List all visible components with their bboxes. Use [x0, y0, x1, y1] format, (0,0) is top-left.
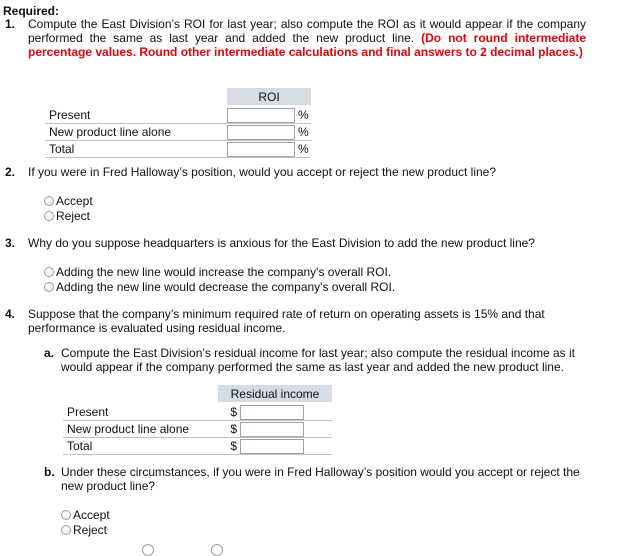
q2-option-accept[interactable] [44, 193, 93, 208]
table-row [63, 421, 332, 438]
q2-number: 2. [5, 165, 16, 179]
option-label: Reject [56, 208, 91, 223]
ri-new-line-input[interactable] [240, 422, 304, 437]
percent-unit: % [295, 141, 311, 158]
radio-button[interactable] [44, 282, 54, 292]
q3-option-decrease[interactable] [44, 279, 395, 294]
q1-text: Compute the East Division’s ROI for last year; also compute the ROI as it would appear if the company performed the same as last year and added the new product line. [28, 17, 586, 45]
percent-unit: % [295, 106, 311, 124]
ri-present-input[interactable] [240, 405, 304, 420]
option-label: Accept [73, 507, 110, 522]
q3-number: 3. [5, 236, 16, 250]
roi-table [45, 88, 311, 158]
q2-option-reject[interactable] [44, 208, 90, 223]
table-row [45, 141, 311, 158]
option-label: Adding the new line would increase the company's overall ROI. [56, 264, 392, 279]
q4a-text: Compute the East Division’s residual income for last year; also compute the residual income as it would appear if the company performed the same as last year and added the new product line. [61, 346, 576, 374]
q4-number: 4. [5, 307, 16, 321]
ri-row-label: New product line alone [63, 421, 218, 438]
roi-row-label: Total [45, 141, 227, 158]
option-label: Reject [73, 522, 108, 537]
q4b-text: Under these circumstances, if you were in Fred Halloway’s position would you accept or reject the new product line? [61, 465, 580, 493]
roi-new-line-input[interactable] [227, 125, 295, 140]
percent-unit: % [295, 124, 311, 141]
required-heading: Required: [3, 4, 60, 18]
radio-button[interactable] [211, 544, 223, 556]
q2-text: If you were in Fred Halloway’s position, would you accept or reject the new product line? [28, 165, 497, 179]
residual-income-table-header: Residual income [218, 385, 332, 403]
q4-text: Suppose that the company’s minimum required rate of return on operating assets is 15% and that performance is evaluated using residual income. [28, 307, 545, 335]
residual-income-table [63, 385, 332, 455]
dollar-sign: $ [218, 403, 240, 421]
dollar-sign: $ [218, 438, 240, 455]
roi-row-label: Present [45, 106, 227, 124]
q4b-option-accept[interactable] [61, 507, 110, 522]
radio-button[interactable] [61, 525, 71, 535]
ri-total-input[interactable] [240, 439, 304, 454]
roi-table-header: ROI [227, 88, 311, 106]
table-row [63, 438, 332, 455]
option-label: Accept [56, 193, 93, 208]
q4a-letter: a. [44, 346, 55, 360]
option-label: Adding the new line would decrease the company's overall ROI. [56, 279, 396, 294]
radio-button[interactable] [44, 267, 54, 277]
radio-button[interactable] [44, 211, 54, 221]
radio-button[interactable] [61, 510, 71, 520]
q3-text: Why do you suppose headquarters is anxious for the East Division to add the new product line? [28, 236, 535, 250]
table-row [63, 403, 332, 421]
radio-button[interactable] [142, 544, 154, 556]
q3-option-increase[interactable] [44, 264, 391, 279]
q1-instruction: (Do not round intermediate percentage values. Round other intermediate calculations and final answers to 2 decimal places.) [28, 31, 586, 59]
roi-present-input[interactable] [227, 108, 295, 123]
q4b-option-reject[interactable] [61, 522, 107, 537]
q4b-letter: b. [44, 465, 55, 479]
ri-row-label: Total [63, 438, 218, 455]
q1-number: 1. [5, 17, 16, 31]
table-row [45, 106, 311, 124]
table-row [45, 124, 311, 141]
roi-row-label: New product line alone [45, 124, 227, 141]
dollar-sign: $ [218, 421, 240, 438]
radio-button[interactable] [44, 196, 54, 206]
roi-total-input[interactable] [227, 142, 295, 157]
ri-row-label: Present [63, 403, 218, 421]
q1-prompt [28, 17, 586, 59]
